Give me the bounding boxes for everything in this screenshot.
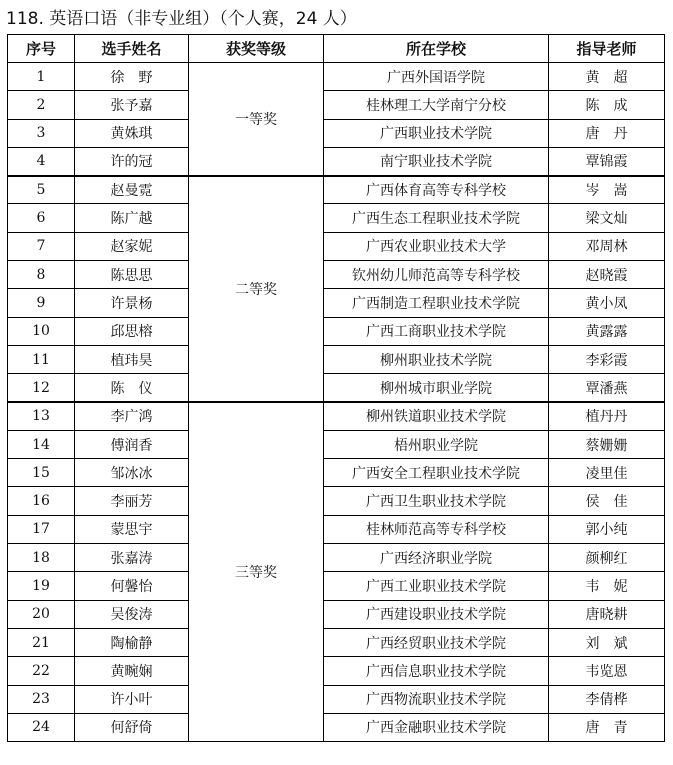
- teacher-cell: 岑 嵩: [549, 176, 665, 204]
- seq-cell: 24: [8, 713, 75, 741]
- table-row: [8, 430, 665, 458]
- header-name: 选手姓名: [75, 35, 189, 63]
- school-cell: 广西工业职业技术学院: [324, 572, 549, 600]
- table-row: [8, 374, 665, 402]
- seq-cell: 12: [8, 374, 75, 402]
- seq-cell: 23: [8, 685, 75, 713]
- name-cell: 何舒倚: [75, 713, 189, 741]
- school-cell: 广西经济职业学院: [324, 544, 549, 572]
- teacher-cell: 唐晓耕: [549, 600, 665, 628]
- table-row: [8, 628, 665, 656]
- seq-cell: 1: [8, 63, 75, 91]
- name-cell: 陈思思: [75, 261, 189, 289]
- header-teacher: 指导老师: [549, 35, 665, 63]
- table-row: [8, 685, 665, 713]
- seq-cell: 18: [8, 544, 75, 572]
- award-level-cell: 三等奖: [189, 402, 324, 742]
- name-cell: 黄畹娴: [75, 657, 189, 685]
- name-cell: 陈广越: [75, 204, 189, 232]
- teacher-cell: 侯 佳: [549, 487, 665, 515]
- name-cell: 许小叶: [75, 685, 189, 713]
- teacher-cell: 邓周林: [549, 232, 665, 260]
- school-cell: 广西经贸职业技术学院: [324, 628, 549, 656]
- teacher-cell: 黄 超: [549, 63, 665, 91]
- school-cell: 广西物流职业技术学院: [324, 685, 549, 713]
- name-cell: 吴俊涛: [75, 600, 189, 628]
- teacher-cell: 覃潘燕: [549, 374, 665, 402]
- name-cell: 傅润香: [75, 430, 189, 458]
- school-cell: 广西生态工程职业技术学院: [324, 204, 549, 232]
- teacher-cell: 赵晓霞: [549, 261, 665, 289]
- teacher-cell: 李彩霞: [549, 345, 665, 373]
- teacher-cell: 陈 成: [549, 91, 665, 119]
- teacher-cell: 李倩桦: [549, 685, 665, 713]
- school-cell: 柳州城市职业学院: [324, 374, 549, 402]
- teacher-cell: 梁文灿: [549, 204, 665, 232]
- seq-cell: 22: [8, 657, 75, 685]
- header-award: 获奖等级: [189, 35, 324, 63]
- teacher-cell: 蔡姗姗: [549, 430, 665, 458]
- name-cell: 李广鸿: [75, 402, 189, 430]
- seq-cell: 8: [8, 261, 75, 289]
- school-cell: 桂林师范高等专科学校: [324, 515, 549, 543]
- page-title: 118. 英语口语（非专业组）（个人赛，24 人）: [6, 9, 357, 29]
- table-row: [8, 544, 665, 572]
- school-cell: 广西信息职业技术学院: [324, 657, 549, 685]
- table-row: [8, 345, 665, 373]
- seq-cell: 6: [8, 204, 75, 232]
- teacher-cell: 韦览恩: [549, 657, 665, 685]
- name-cell: 陈 仪: [75, 374, 189, 402]
- table-row: [8, 91, 665, 119]
- name-cell: 张嘉涛: [75, 544, 189, 572]
- school-cell: 广西职业技术学院: [324, 119, 549, 147]
- table-row: [8, 147, 665, 175]
- school-cell: 广西建设职业技术学院: [324, 600, 549, 628]
- school-cell: 广西卫生职业技术学院: [324, 487, 549, 515]
- table-row: [8, 713, 665, 741]
- name-cell: 邹冰冰: [75, 459, 189, 487]
- header-row: [8, 35, 665, 63]
- seq-cell: 3: [8, 119, 75, 147]
- award-level-cell: 二等奖: [189, 176, 324, 402]
- seq-cell: 4: [8, 147, 75, 175]
- award-level-cell: 一等奖: [189, 63, 324, 176]
- table-row: [8, 402, 665, 430]
- seq-cell: 5: [8, 176, 75, 204]
- table-row: [8, 317, 665, 345]
- table-row: [8, 119, 665, 147]
- name-cell: 赵家妮: [75, 232, 189, 260]
- teacher-cell: 植丹丹: [549, 402, 665, 430]
- school-cell: 钦州幼儿师范高等专科学校: [324, 261, 549, 289]
- table-row: [8, 176, 665, 204]
- teacher-cell: 黄露露: [549, 317, 665, 345]
- teacher-cell: 刘 斌: [549, 628, 665, 656]
- name-cell: 李丽芳: [75, 487, 189, 515]
- school-cell: 桂林理工大学南宁分校: [324, 91, 549, 119]
- school-cell: 柳州职业技术学院: [324, 345, 549, 373]
- teacher-cell: 唐 丹: [549, 119, 665, 147]
- seq-cell: 11: [8, 345, 75, 373]
- table-row: [8, 232, 665, 260]
- table-row: [8, 657, 665, 685]
- teacher-cell: 唐 青: [549, 713, 665, 741]
- table-row: [8, 289, 665, 317]
- seq-cell: 19: [8, 572, 75, 600]
- school-cell: 广西农业职业技术大学: [324, 232, 549, 260]
- name-cell: 许景杨: [75, 289, 189, 317]
- school-cell: 广西工商职业技术学院: [324, 317, 549, 345]
- school-cell: 柳州铁道职业技术学院: [324, 402, 549, 430]
- awards-table: [7, 34, 665, 742]
- name-cell: 何馨怡: [75, 572, 189, 600]
- table-row: [8, 63, 665, 91]
- table-row: [8, 600, 665, 628]
- seq-cell: 21: [8, 628, 75, 656]
- school-cell: 广西外国语学院: [324, 63, 549, 91]
- seq-cell: 20: [8, 600, 75, 628]
- school-cell: 广西体育高等专科学校: [324, 176, 549, 204]
- teacher-cell: 颜柳红: [549, 544, 665, 572]
- seq-cell: 15: [8, 459, 75, 487]
- school-cell: 广西金融职业技术学院: [324, 713, 549, 741]
- name-cell: 陶榆静: [75, 628, 189, 656]
- table-row: [8, 572, 665, 600]
- header-school: 所在学校: [324, 35, 549, 63]
- name-cell: 蒙思宇: [75, 515, 189, 543]
- table-row: [8, 515, 665, 543]
- school-cell: 广西安全工程职业技术学院: [324, 459, 549, 487]
- seq-cell: 14: [8, 430, 75, 458]
- seq-cell: 17: [8, 515, 75, 543]
- seq-cell: 9: [8, 289, 75, 317]
- teacher-cell: 凌里佳: [549, 459, 665, 487]
- seq-cell: 16: [8, 487, 75, 515]
- teacher-cell: 郭小纯: [549, 515, 665, 543]
- name-cell: 许的冠: [75, 147, 189, 175]
- school-cell: 南宁职业技术学院: [324, 147, 549, 175]
- seq-cell: 13: [8, 402, 75, 430]
- seq-cell: 10: [8, 317, 75, 345]
- table-row: [8, 261, 665, 289]
- teacher-cell: 覃锦霞: [549, 147, 665, 175]
- table-row: [8, 204, 665, 232]
- school-cell: 梧州职业学院: [324, 430, 549, 458]
- name-cell: 张予嘉: [75, 91, 189, 119]
- header-seq: 序号: [8, 35, 75, 63]
- table-body: [8, 63, 665, 742]
- name-cell: 徐 野: [75, 63, 189, 91]
- school-cell: 广西制造工程职业技术学院: [324, 289, 549, 317]
- table-row: [8, 459, 665, 487]
- teacher-cell: 黄小凤: [549, 289, 665, 317]
- name-cell: 邱思榕: [75, 317, 189, 345]
- name-cell: 植玮昊: [75, 345, 189, 373]
- table-header: [8, 35, 665, 63]
- teacher-cell: 韦 妮: [549, 572, 665, 600]
- table-row: [8, 487, 665, 515]
- seq-cell: 2: [8, 91, 75, 119]
- name-cell: 赵曼霓: [75, 176, 189, 204]
- name-cell: 黄姝琪: [75, 119, 189, 147]
- seq-cell: 7: [8, 232, 75, 260]
